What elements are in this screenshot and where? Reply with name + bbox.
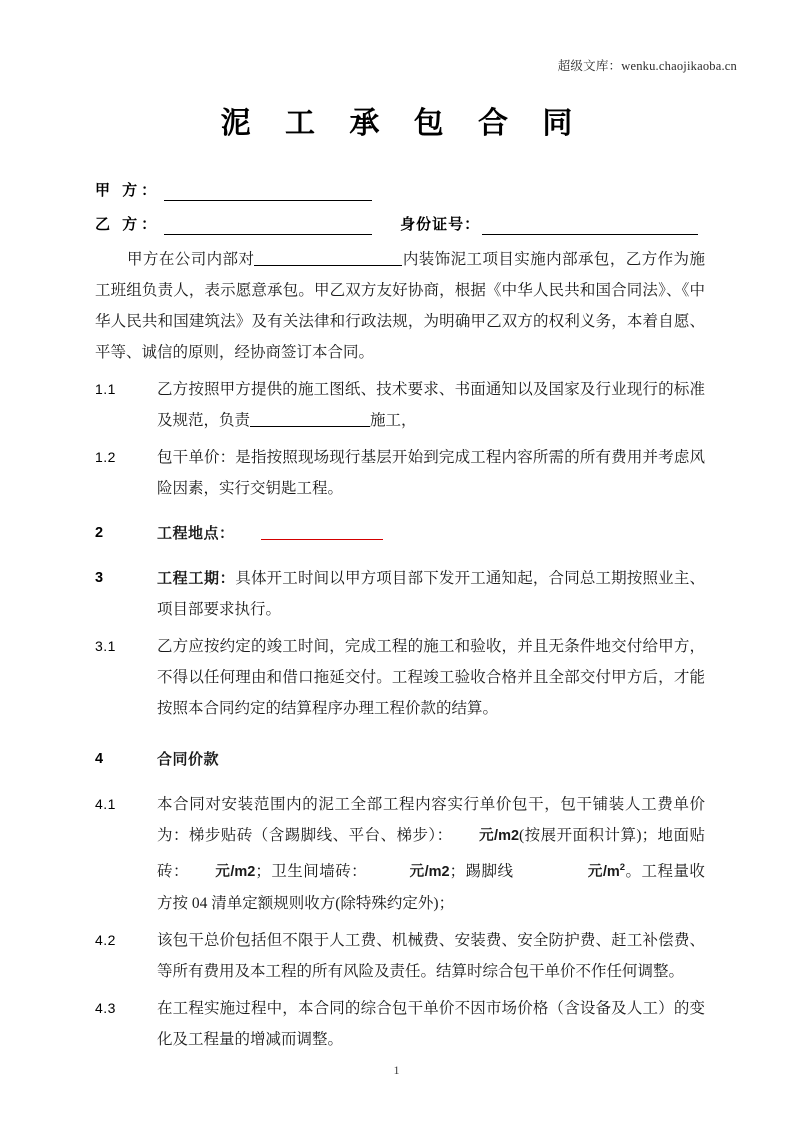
party-a-input[interactable] bbox=[164, 183, 372, 201]
clause-3-number: 3 bbox=[95, 570, 104, 586]
intro-paragraph bbox=[95, 244, 705, 368]
document-body bbox=[95, 168, 705, 1055]
clause-1-1-text-after: 施工， bbox=[370, 412, 417, 429]
clause-4-3-body: 在工程实施过程中，本合同的综合包干单价不因市场价格（含设备及人工）的变化及工程量的增减而调整。 bbox=[157, 999, 705, 1048]
clause-4-2-number: 4.2 bbox=[95, 931, 116, 948]
page-number: 1 bbox=[393, 1063, 400, 1077]
clause-2-number: 2 bbox=[95, 525, 104, 541]
clause-3-1-number: 3.1 bbox=[95, 638, 116, 654]
intro-text-after: 内装饰泥工项目实施内部承包，乙方作为施工班组负责人，表示愿意承包。甲乙双方友好协商，根据《中华人民共和国合同法》、《中华人民共和国建筑法》及有关法律和行政法规，为明确甲乙双方的权利义务，本着自愿、平等、诚信的原则，经协商签订本合同。 bbox=[95, 251, 705, 361]
clause-4-1-segment-4: ；踢脚线 bbox=[449, 862, 514, 880]
clause-3-heading: 工程工期： bbox=[157, 570, 236, 587]
clause-4 bbox=[95, 744, 705, 775]
clause-4-1-segment-2: (按展开面积计算)；地面贴砖： bbox=[157, 827, 705, 880]
party-b-input[interactable] bbox=[164, 217, 372, 235]
clause-4-1-segment-1: 本合同对安装范围内的泥工全部工程内容实行单价包干，包干铺装人工费单价为：梯步贴砖（含踢脚线、平台、梯步）： bbox=[157, 796, 705, 844]
clause-4-3-number: 4.3 bbox=[95, 999, 116, 1016]
clause-4-1-number: 4.1 bbox=[95, 796, 116, 812]
unit-label-2: 元/m2 bbox=[214, 863, 256, 880]
clause-4-1-segment-5: 。工程量收方按 04 清单定额规则收方(除特殊约定外)； bbox=[157, 862, 705, 912]
clause-3-1 bbox=[95, 631, 705, 724]
clause-1-2 bbox=[95, 442, 705, 504]
clause-4-heading: 合同价款 bbox=[157, 751, 220, 768]
project-location-input[interactable] bbox=[261, 525, 383, 540]
unit-label-4-text: 元/m bbox=[587, 863, 620, 880]
clause-4-3 bbox=[95, 993, 705, 1055]
scope-of-work-input[interactable] bbox=[250, 412, 370, 427]
clause-1-2-number: 1.2 bbox=[95, 449, 116, 465]
clause-4-1 bbox=[95, 789, 705, 919]
party-b-row bbox=[95, 202, 705, 236]
clause-4-2-body: 该包干总价包括但不限于人工费、机械费、安装费、安全防护费、赶工补偿费、等所有费用及本工程的所有风险及责任。结算时综合包干单价不作任何调整。 bbox=[157, 931, 705, 980]
project-name-input[interactable] bbox=[254, 251, 402, 266]
clause-3-body bbox=[157, 563, 705, 625]
clause-4-1-segment-3: ；卫生间墙砖： bbox=[255, 862, 368, 880]
intro-text-before: 甲方在公司内部对 bbox=[127, 251, 255, 268]
clause-4-number: 4 bbox=[95, 751, 104, 767]
header-watermark: 超级文库：wenku.chaojikaoba.cn bbox=[557, 59, 737, 73]
clause-2-body bbox=[157, 518, 705, 549]
clause-1-2-body: 包干单价：是指按照现场现行基层开始到完成工程内容所需的所有费用并考虑风险因素，实行交钥匙工程。 bbox=[157, 449, 705, 497]
unit-label-3: 元/m2 bbox=[409, 863, 450, 880]
party-a-row bbox=[95, 168, 705, 202]
unit-label-4 bbox=[587, 864, 625, 880]
unit-label-1: 元/m2 bbox=[478, 828, 520, 844]
clause-2 bbox=[95, 518, 705, 549]
id-number-input[interactable] bbox=[482, 217, 698, 235]
id-number-label: 身份证号： bbox=[400, 216, 481, 233]
clause-3 bbox=[95, 563, 705, 625]
party-a-label: 甲 方： bbox=[95, 182, 161, 199]
clause-2-heading: 工程地点： bbox=[157, 525, 235, 542]
unit-label-4-superscript: 2 bbox=[619, 862, 626, 873]
clause-4-1-body bbox=[157, 789, 705, 919]
clause-3-text: 具体开工时间以甲方项目部下发开工通知起，合同总工期按照业主、项目部要求执行。 bbox=[157, 570, 705, 618]
clause-4-body bbox=[157, 744, 705, 775]
page-title: 泥 工 承 包 合 同 bbox=[220, 107, 586, 140]
clause-1-1-body bbox=[157, 374, 705, 436]
clause-1-1-number: 1.1 bbox=[95, 381, 116, 397]
clause-4-2 bbox=[95, 925, 705, 987]
clause-1-1-text-before: 乙方按照甲方提供的施工图纸、技术要求、书面通知以及国家及行业现行的标准及规范，负责 bbox=[157, 381, 705, 429]
clause-1-1 bbox=[95, 374, 705, 436]
party-b-label: 乙 方： bbox=[95, 216, 161, 233]
clause-3-1-body: 乙方应按约定的竣工时间，完成工程的施工和验收，并且无条件地交付给甲方，不得以任何理由和借口拖延交付。工程竣工验收合格并且全部交付甲方后，才能按照本合同约定的结算程序办理工程价款的结算。 bbox=[157, 638, 705, 717]
